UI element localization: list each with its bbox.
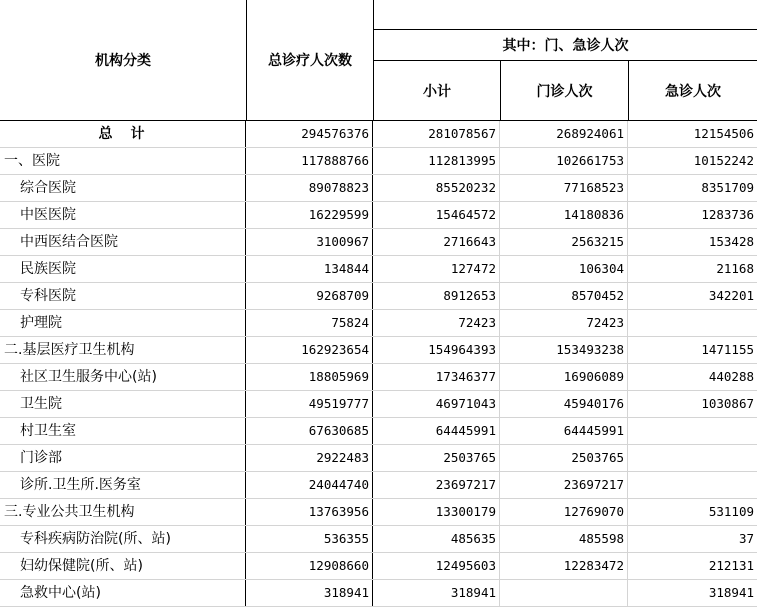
row-outpatient-value: 2503765 [501,445,628,471]
table-row [0,499,757,526]
row-outpatient-value: 106304 [501,256,628,282]
row-category-name: 综合医院 [0,175,246,201]
row-total-value: 134844 [247,256,373,282]
header-emergency [629,61,757,120]
table-row [0,148,757,175]
row-total-value: 75824 [247,310,373,336]
row-subtotal-value: 12495603 [374,553,500,579]
row-subtotal-value: 318941 [374,580,500,606]
row-category-name: 急救中心(站) [0,580,246,606]
row-subtotal-value: 127472 [374,256,500,282]
row-category-name: 妇幼保健院(所、站) [0,553,246,579]
row-emergency-value: 1471155 [701,342,754,357]
row-subtotal-value: 281078567 [374,121,500,147]
table-row [0,391,757,418]
table-row [0,418,757,445]
header-total-visits [247,0,374,120]
row-emergency-value: 1030867 [701,396,754,411]
row-category-name: 二.基层医疗卫生机构 [0,337,246,363]
row-subtotal-value: 72423 [374,310,500,336]
row-total-value: 162923654 [247,337,373,363]
row-total-value: 117888766 [247,148,373,174]
table-row [0,229,757,256]
row-outpatient-value: 2563215 [501,229,628,255]
row-subtotal-value: 112813995 [374,148,500,174]
row-emergency-value: 440288 [708,369,754,384]
row-subtotal-value: 2503765 [374,445,500,471]
row-subtotal-value: 154964393 [374,337,500,363]
table-row [0,580,757,607]
row-subtotal-value: 17346377 [374,364,500,390]
row-subtotal-value: 13300179 [374,499,500,525]
row-category-name: 护理院 [0,310,246,336]
row-outpatient-value: 64445991 [501,418,628,444]
table-row [0,337,757,364]
row-subtotal-value: 46971043 [374,391,500,417]
row-category-name: 村卫生室 [0,418,246,444]
row-emergency-value: 8351709 [701,180,754,195]
row-total-value: 12908660 [247,553,373,579]
table-row [0,526,757,553]
row-total-value: 9268709 [247,283,373,309]
row-total-value: 67630685 [247,418,373,444]
row-category-name: 总 计 [0,121,246,147]
header-emergency-label: 急诊人次 [665,83,721,100]
row-total-value: 49519777 [247,391,373,417]
row-subtotal-value: 85520232 [374,175,500,201]
row-total-value: 24044740 [247,472,373,498]
header-subtotal [374,61,501,120]
header-outpatient [501,61,629,120]
row-emergency-value [629,445,757,471]
row-emergency-value: 21168 [716,261,754,276]
row-total-value: 318941 [247,580,373,606]
row-outpatient-value: 153493238 [501,337,628,363]
row-total-value: 89078823 [247,175,373,201]
row-subtotal-value: 64445991 [374,418,500,444]
table-row [0,472,757,499]
header-category-label: 机构分类 [95,53,151,69]
row-emergency-value [629,310,757,336]
row-subtotal-value: 8912653 [374,283,500,309]
row-total-value: 3100967 [247,229,373,255]
table-row [0,256,757,283]
header-outpatient-label: 门诊人次 [536,83,593,100]
row-outpatient-value: 12283472 [501,553,628,579]
table-row [0,175,757,202]
row-outpatient-value: 12769070 [501,499,628,525]
row-category-name: 三.专业公共卫生机构 [0,499,246,525]
row-subtotal-value: 2716643 [374,229,500,255]
table-row [0,283,757,310]
row-total-value: 13763956 [247,499,373,525]
row-category-name: 诊所.卫生所.医务室 [0,472,246,498]
row-outpatient-value: 268924061 [501,121,628,147]
header-of-which [374,30,757,61]
row-category-name: 社区卫生服务中心(站) [0,364,246,390]
row-emergency-value: 12154506 [693,126,754,141]
header-of-which-label: 其中：门、急诊人次 [502,38,629,54]
row-outpatient-value [501,580,628,606]
table-row [0,553,757,580]
header-subtotal-label: 小计 [423,83,451,100]
row-emergency-value: 212131 [708,558,754,573]
row-emergency-value: 153428 [708,234,754,249]
row-total-value: 294576376 [247,121,373,147]
row-outpatient-value: 45940176 [501,391,628,417]
row-category-name: 一、医院 [0,148,246,174]
row-outpatient-value: 14180836 [501,202,628,228]
row-category-name: 门诊部 [0,445,246,471]
row-emergency-value [629,472,757,498]
header-block [0,0,757,121]
row-outpatient-value: 16906089 [501,364,628,390]
row-emergency-value: 37 [738,531,754,546]
row-category-name: 民族医院 [0,256,246,282]
row-emergency-value: 342201 [708,288,754,303]
table-row [0,202,757,229]
row-category-name: 中西医结合医院 [0,229,246,255]
row-emergency-value: 531109 [708,504,754,519]
table-row [0,310,757,337]
row-subtotal-value: 15464572 [374,202,500,228]
row-total-value: 536355 [247,526,373,552]
row-total-value: 18805969 [247,364,373,390]
row-total-value: 16229599 [247,202,373,228]
row-emergency-value: 1283736 [701,207,754,222]
row-emergency-value: 10152242 [693,153,754,168]
table-row [0,445,757,472]
row-emergency-value: 318941 [708,585,754,600]
row-total-value: 2922483 [247,445,373,471]
row-outpatient-value: 485598 [501,526,628,552]
row-category-name: 专科医院 [0,283,246,309]
header-total-visits-label: 总诊疗人次数 [268,53,352,69]
row-outpatient-value: 8570452 [501,283,628,309]
row-outpatient-value: 23697217 [501,472,628,498]
header-group-spacer [374,0,757,30]
row-category-name: 卫生院 [0,391,246,417]
row-outpatient-value: 102661753 [501,148,628,174]
table-row [0,364,757,391]
row-emergency-value [629,418,757,444]
row-category-name: 中医医院 [0,202,246,228]
row-outpatient-value: 72423 [501,310,628,336]
row-subtotal-value: 485635 [374,526,500,552]
row-subtotal-value: 23697217 [374,472,500,498]
row-category-name: 专科疾病防治院(所、站) [0,526,246,552]
header-category [0,0,247,120]
total-row [0,121,757,148]
row-outpatient-value: 77168523 [501,175,628,201]
